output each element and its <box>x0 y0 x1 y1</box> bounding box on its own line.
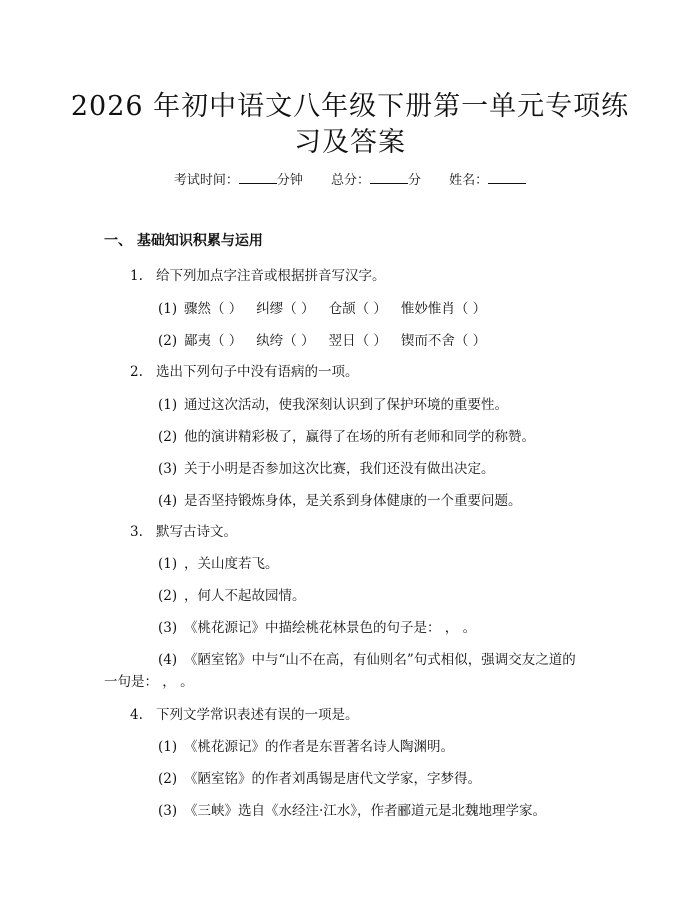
option-number: (2) <box>158 429 178 445</box>
name-label: 姓名： <box>449 173 489 188</box>
question-4 <box>130 703 359 723</box>
question-1 <box>130 264 386 284</box>
word-item: 鄙夷（ ） <box>184 333 243 349</box>
option-text: 是否坚持锻炼身体，是关系到身体健康的一个重要问题。 <box>184 493 522 509</box>
question-number: 3. <box>130 524 143 540</box>
option-number: (3) <box>158 803 178 819</box>
row-number: (1) <box>158 301 178 317</box>
option-text: 《陋室铭》的作者刘禹锡是唐代文学家，字梦得。 <box>184 771 481 787</box>
q2-option-3 <box>158 457 495 477</box>
option-text: ，何人不起故园情。 <box>184 588 306 604</box>
q1-row-2 <box>158 329 500 349</box>
option-number: (4) <box>158 652 178 668</box>
option-number: (1) <box>158 739 178 755</box>
question-text: 下列文学常识表述有误的一项是。 <box>156 707 359 723</box>
q4-option-2 <box>158 767 481 787</box>
q1-row-1 <box>158 297 500 317</box>
q3-option-4 <box>158 648 576 668</box>
score-unit: 分 <box>408 173 422 188</box>
word-item: 骤然（ ） <box>184 301 243 317</box>
option-number: (3) <box>158 461 178 477</box>
time-field <box>174 173 303 188</box>
option-text: 通过这次活动，使我深刻认识到了保护环境的重要性。 <box>184 397 508 413</box>
time-unit: 分钟 <box>276 173 303 188</box>
q3-option-2 <box>158 584 306 604</box>
word-item: 纨绔（ ） <box>256 333 315 349</box>
word-item: 锲而不舍（ ） <box>400 333 487 349</box>
q2-option-1 <box>158 393 508 413</box>
option-text: 他的演讲精彩极了，赢得了在场的所有老师和同学的称赞。 <box>184 429 535 445</box>
section-heading: 一、 基础知识积累与运用 <box>104 233 263 249</box>
option-number: (2) <box>158 588 178 604</box>
question-number: 4. <box>130 707 143 723</box>
question-text: 给下列加点字注音或根据拼音写汉字。 <box>156 268 386 284</box>
option-number: (2) <box>158 771 178 787</box>
name-blank <box>488 172 526 184</box>
option-number: (1) <box>158 556 178 572</box>
question-number: 1. <box>130 268 143 284</box>
question-text: 选出下列句子中没有语病的一项。 <box>156 364 359 380</box>
score-field <box>331 173 421 188</box>
q2-option-2 <box>158 425 535 445</box>
q4-option-1 <box>158 735 454 755</box>
question-2 <box>130 360 359 380</box>
option-text: 《桃花源记》中描绘桃花林景色的句子是： ， 。 <box>184 620 477 636</box>
q4-option-3 <box>158 799 546 819</box>
q3-option-3 <box>158 616 476 636</box>
option-text: 《桃花源记》的作者是东晋著名诗人陶渊明。 <box>184 739 454 755</box>
option-text: 《陋室铭》中与“山不在高，有仙则名”句式相似，强调交友之道的 <box>184 652 576 668</box>
score-blank <box>370 172 408 184</box>
name-field <box>449 173 526 188</box>
row-number: (2) <box>158 333 178 349</box>
exam-info-bar <box>0 169 700 188</box>
word-item: 翌日（ ） <box>328 333 387 349</box>
q2-option-4 <box>158 489 522 509</box>
page-title-line1: 2026 年初中语文八年级下册第一单元专项练 <box>70 91 630 122</box>
option-text: 《三峡》选自《水经注·江水》，作者郦道元是北魏地理学家。 <box>184 803 547 819</box>
option-text: ，关山度若飞。 <box>184 556 279 572</box>
score-label: 总分： <box>330 173 370 188</box>
word-item: 纠缪（ ） <box>256 301 315 317</box>
question-number: 2. <box>130 364 143 380</box>
question-text: 默写古诗文。 <box>156 524 237 540</box>
option-number: (1) <box>158 397 178 413</box>
word-item: 仓颉（ ） <box>328 301 387 317</box>
option-number: (3) <box>158 620 178 636</box>
question-3 <box>130 520 237 540</box>
q3-option-4-continuation: 一句是： ， 。 <box>104 674 194 690</box>
option-number: (4) <box>158 493 178 509</box>
time-label: 考试时间： <box>173 173 239 188</box>
word-item: 惟妙惟肖（ ） <box>400 301 487 317</box>
time-blank <box>239 172 277 184</box>
q3-option-1 <box>158 552 279 572</box>
option-text: 关于小明是否参加这次比赛，我们还没有做出决定。 <box>184 461 495 477</box>
page-title-line2: 习及答案 <box>294 127 406 158</box>
